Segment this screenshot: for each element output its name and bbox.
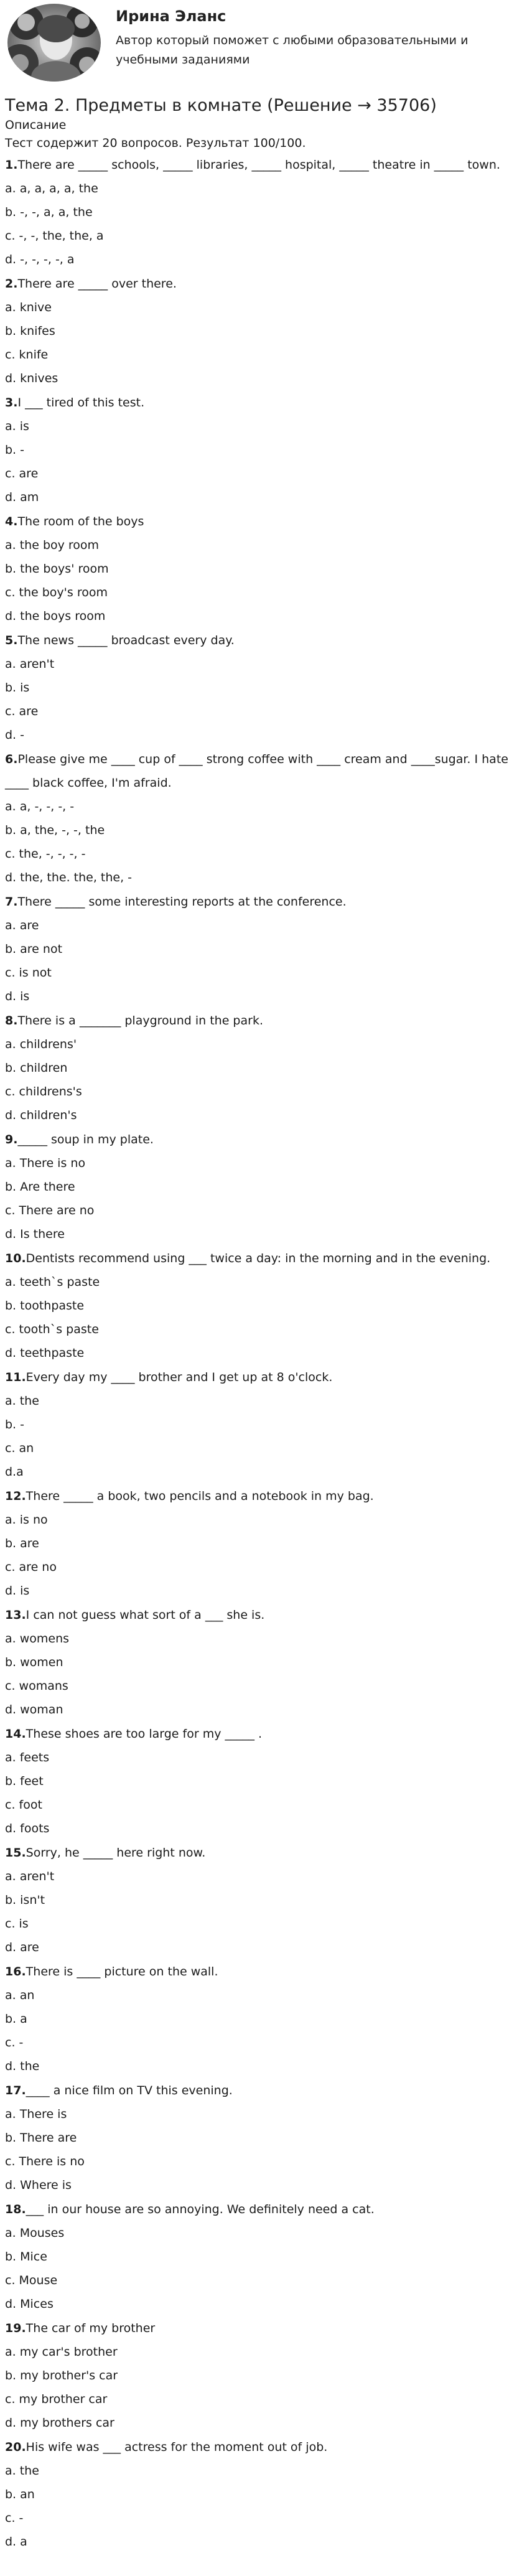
answer-option: c. - (5, 2036, 24, 2049)
answer-option: b. my brother's car (5, 2369, 118, 2382)
answer-option: c. childrens's (5, 1085, 82, 1098)
answer-option: d. Mices (5, 2297, 54, 2311)
question-number: 7. (5, 895, 18, 909)
answer-option: a. the (5, 1394, 39, 1408)
answer-option: b. Are there (5, 1180, 75, 1194)
answer-option: a. knive (5, 301, 52, 314)
question-body: ____ a nice film on TV this evening. (26, 2084, 233, 2097)
question-body: I can not guess what sort of a ___ she is. (26, 1608, 265, 1622)
answer-option: a. teeth`s paste (5, 1275, 100, 1289)
question-text (5, 629, 521, 652)
question-list (5, 153, 521, 2554)
test-summary: Тест содержит 20 вопросов. Результат 100/100. (5, 136, 306, 150)
question-block (5, 2316, 521, 2435)
question-text (5, 2198, 521, 2221)
answer-option: d. children's (5, 1108, 77, 1122)
answer-option: c. the, -, -, -, - (5, 847, 86, 861)
answer-option: a. is (5, 419, 29, 433)
answer-option: d. the (5, 2059, 40, 2073)
answer-option: b. knifes (5, 324, 55, 338)
question-body: There are _____ over there. (17, 277, 177, 291)
question-body: There _____ some interesting reports at the conference. (17, 895, 347, 909)
question-block (5, 1009, 521, 1127)
answer-option: b. are not (5, 942, 63, 956)
answer-option: a. aren't (5, 1870, 55, 1883)
question-body: ___ in our house are so annoying. We definitely need a cat. (26, 2203, 375, 2216)
answer-option: d. am (5, 490, 39, 504)
question-body: The news _____ broadcast every day. (17, 634, 235, 647)
answer-option: c. tooth`s paste (5, 1323, 99, 1336)
question-block (5, 2198, 521, 2316)
answer-option: b. - (5, 443, 24, 457)
question-number: 20. (5, 2440, 26, 2454)
question-number: 17. (5, 2084, 26, 2097)
answer-option: d. Where is (5, 2178, 72, 2192)
avatar-image-icon (7, 4, 101, 82)
answer-option: c. womans (5, 1679, 68, 1693)
answer-option: d. a (5, 2535, 27, 2549)
answer-option: d. are (5, 1941, 39, 1954)
question-block (5, 1365, 521, 1484)
question-body: There are _____ schools, _____ libraries, _____ hospital, _____ theatre in _____ town. (17, 158, 500, 172)
answer-option: a. Mouses (5, 2226, 65, 2240)
question-body: Sorry, he _____ here right now. (26, 1846, 206, 1860)
question-body: The car of my brother (26, 2321, 156, 2335)
question-number: 9. (5, 1133, 18, 1146)
answer-option: b. an (5, 2488, 35, 2501)
answer-option: b. isn't (5, 1893, 45, 1907)
answer-option: a. an (5, 1988, 35, 2002)
question-block (5, 1603, 521, 1721)
question-body: Dentists recommend using ___ twice a day: in the morning and in the evening. (26, 1252, 491, 1265)
answer-option: c. is not (5, 966, 52, 980)
answer-option: a. is no (5, 1513, 48, 1527)
question-number: 11. (5, 1370, 26, 1384)
question-number: 13. (5, 1608, 26, 1622)
answer-option: d. Is there (5, 1227, 65, 1241)
answer-option: c. -, -, the, the, a (5, 229, 104, 243)
answer-option: b. is (5, 681, 30, 695)
question-number: 10. (5, 1252, 26, 1265)
answer-option: d. my brothers car (5, 2416, 114, 2430)
answer-option: b. the boys' room (5, 562, 109, 576)
answer-option: b. - (5, 1418, 24, 1431)
question-body: These shoes are too large for my _____ . (26, 1727, 263, 1741)
question-body: Please give me ____ cup of ____ strong coffee with ____ cream and ____sugar. I hate ____ black coffee, I'm afraid. (5, 752, 508, 790)
answer-option: d. teethpaste (5, 1346, 85, 1360)
question-block (5, 890, 521, 1008)
question-text (5, 1484, 521, 1508)
author-description: Автор который поможет с любыми образовательными и учебными заданиями (116, 34, 469, 67)
answer-option: b. There are (5, 2131, 77, 2145)
answer-option: a. the boy room (5, 538, 100, 552)
author-avatar (7, 4, 101, 82)
answer-option: c. There are no (5, 1204, 95, 1217)
question-number: 12. (5, 1489, 26, 1503)
question-number: 3. (5, 396, 18, 410)
answer-option: c. the boy's room (5, 586, 108, 599)
answer-option: d. is (5, 990, 30, 1003)
answer-option: d.a (5, 1465, 24, 1479)
question-text (5, 1009, 521, 1033)
question-body: His wife was ___ actress for the moment out of job. (26, 2440, 328, 2454)
answer-option: d. knives (5, 372, 58, 385)
question-text (5, 1960, 521, 1984)
question-number: 14. (5, 1727, 26, 1741)
question-body: There _____ a book, two pencils and a notebook in my bag. (26, 1489, 374, 1503)
question-text (5, 1365, 521, 1389)
question-body: _____ soup in my plate. (17, 1133, 154, 1146)
answer-option: a. There is no (5, 1156, 86, 1170)
answer-option: a. There is (5, 2107, 67, 2121)
question-block (5, 153, 521, 271)
answer-option: d. - (5, 728, 24, 742)
author-name[interactable]: Ирина Эланс (116, 7, 226, 25)
question-body: The room of the boys (17, 515, 144, 528)
question-block (5, 1128, 521, 1246)
answer-option: b. Mice (5, 2250, 47, 2264)
question-text (5, 1247, 521, 1270)
answer-option: b. children (5, 1061, 68, 1075)
question-number: 1. (5, 158, 18, 172)
answer-option: b. -, -, a, a, the (5, 205, 93, 219)
question-body: Every day my ____ brother and I get up at 8 o'clock. (26, 1370, 333, 1384)
answer-option: b. a (5, 2012, 27, 2026)
question-block (5, 2435, 521, 2554)
question-text (5, 391, 521, 415)
answer-option: a. childrens' (5, 1037, 77, 1051)
author-header (0, 0, 527, 84)
question-block (5, 629, 521, 747)
question-body: There is a _______ playground in the park. (17, 1014, 263, 1028)
answer-option: a. are (5, 919, 39, 932)
question-number: 19. (5, 2321, 26, 2335)
answer-option: a. my car's brother (5, 2345, 118, 2359)
question-body: There is ____ picture on the wall. (26, 1965, 218, 1979)
answer-option: a. womens (5, 1632, 70, 1646)
answer-option: c. foot (5, 1798, 42, 1812)
question-block (5, 1841, 521, 1959)
answer-option: c. is (5, 1917, 29, 1931)
question-block (5, 1247, 521, 1365)
answer-option: a. the (5, 2464, 39, 2478)
answer-option: a. aren't (5, 657, 55, 671)
answer-option: a. a, a, a, a, the (5, 182, 98, 195)
question-text (5, 747, 521, 795)
answer-option: c. an (5, 1441, 34, 1455)
answer-option: b. women (5, 1656, 63, 1669)
question-text (5, 890, 521, 914)
question-body: I ___ tired of this test. (17, 396, 145, 410)
answer-option: b. toothpaste (5, 1299, 85, 1313)
answer-option: d. is (5, 1584, 30, 1598)
answer-option: c. There is no (5, 2155, 85, 2168)
question-text (5, 2435, 521, 2459)
answer-option: b. feet (5, 1774, 44, 1788)
question-text (5, 510, 521, 533)
question-block (5, 272, 521, 390)
answer-option: d. the, the. the, the, - (5, 871, 133, 884)
question-block (5, 1484, 521, 1603)
question-text (5, 1722, 521, 1746)
answer-option: b. a, the, -, -, the (5, 823, 105, 837)
answer-option: d. -, -, -, -, a (5, 253, 75, 266)
question-number: 2. (5, 277, 18, 291)
question-text (5, 2316, 521, 2340)
answer-option: a. a, -, -, -, - (5, 800, 75, 813)
answer-option: c. are no (5, 1560, 57, 1574)
test-title: Тема 2. Предметы в комнате (Решение → 35706) (5, 96, 437, 115)
question-text (5, 153, 521, 177)
answer-option: d. the boys room (5, 609, 106, 623)
answer-option: c. knife (5, 348, 49, 362)
answer-option: b. are (5, 1537, 39, 1550)
question-text (5, 1128, 521, 1151)
answer-option: c. are (5, 467, 39, 480)
question-text (5, 1603, 521, 1627)
question-number: 8. (5, 1014, 18, 1028)
question-text (5, 272, 521, 296)
question-block (5, 510, 521, 628)
question-block (5, 747, 521, 889)
answer-option: c. are (5, 705, 39, 718)
question-number: 4. (5, 515, 18, 528)
question-number: 18. (5, 2203, 26, 2216)
question-text (5, 2079, 521, 2102)
question-number: 16. (5, 1965, 26, 1979)
answer-option: a. feets (5, 1751, 50, 1764)
question-block (5, 391, 521, 509)
question-number: 5. (5, 634, 18, 647)
question-block (5, 1722, 521, 1840)
answer-option: d. foots (5, 1822, 50, 1835)
description-label: Описание (5, 118, 67, 132)
answer-option: d. woman (5, 1703, 63, 1717)
answer-option: c. my brother car (5, 2392, 108, 2406)
question-block (5, 1960, 521, 2078)
question-number: 15. (5, 1846, 26, 1860)
answer-option: c. - (5, 2511, 24, 2525)
answer-option: c. Mouse (5, 2274, 58, 2287)
question-text (5, 1841, 521, 1865)
question-block (5, 2079, 521, 2197)
question-number: 6. (5, 752, 18, 766)
